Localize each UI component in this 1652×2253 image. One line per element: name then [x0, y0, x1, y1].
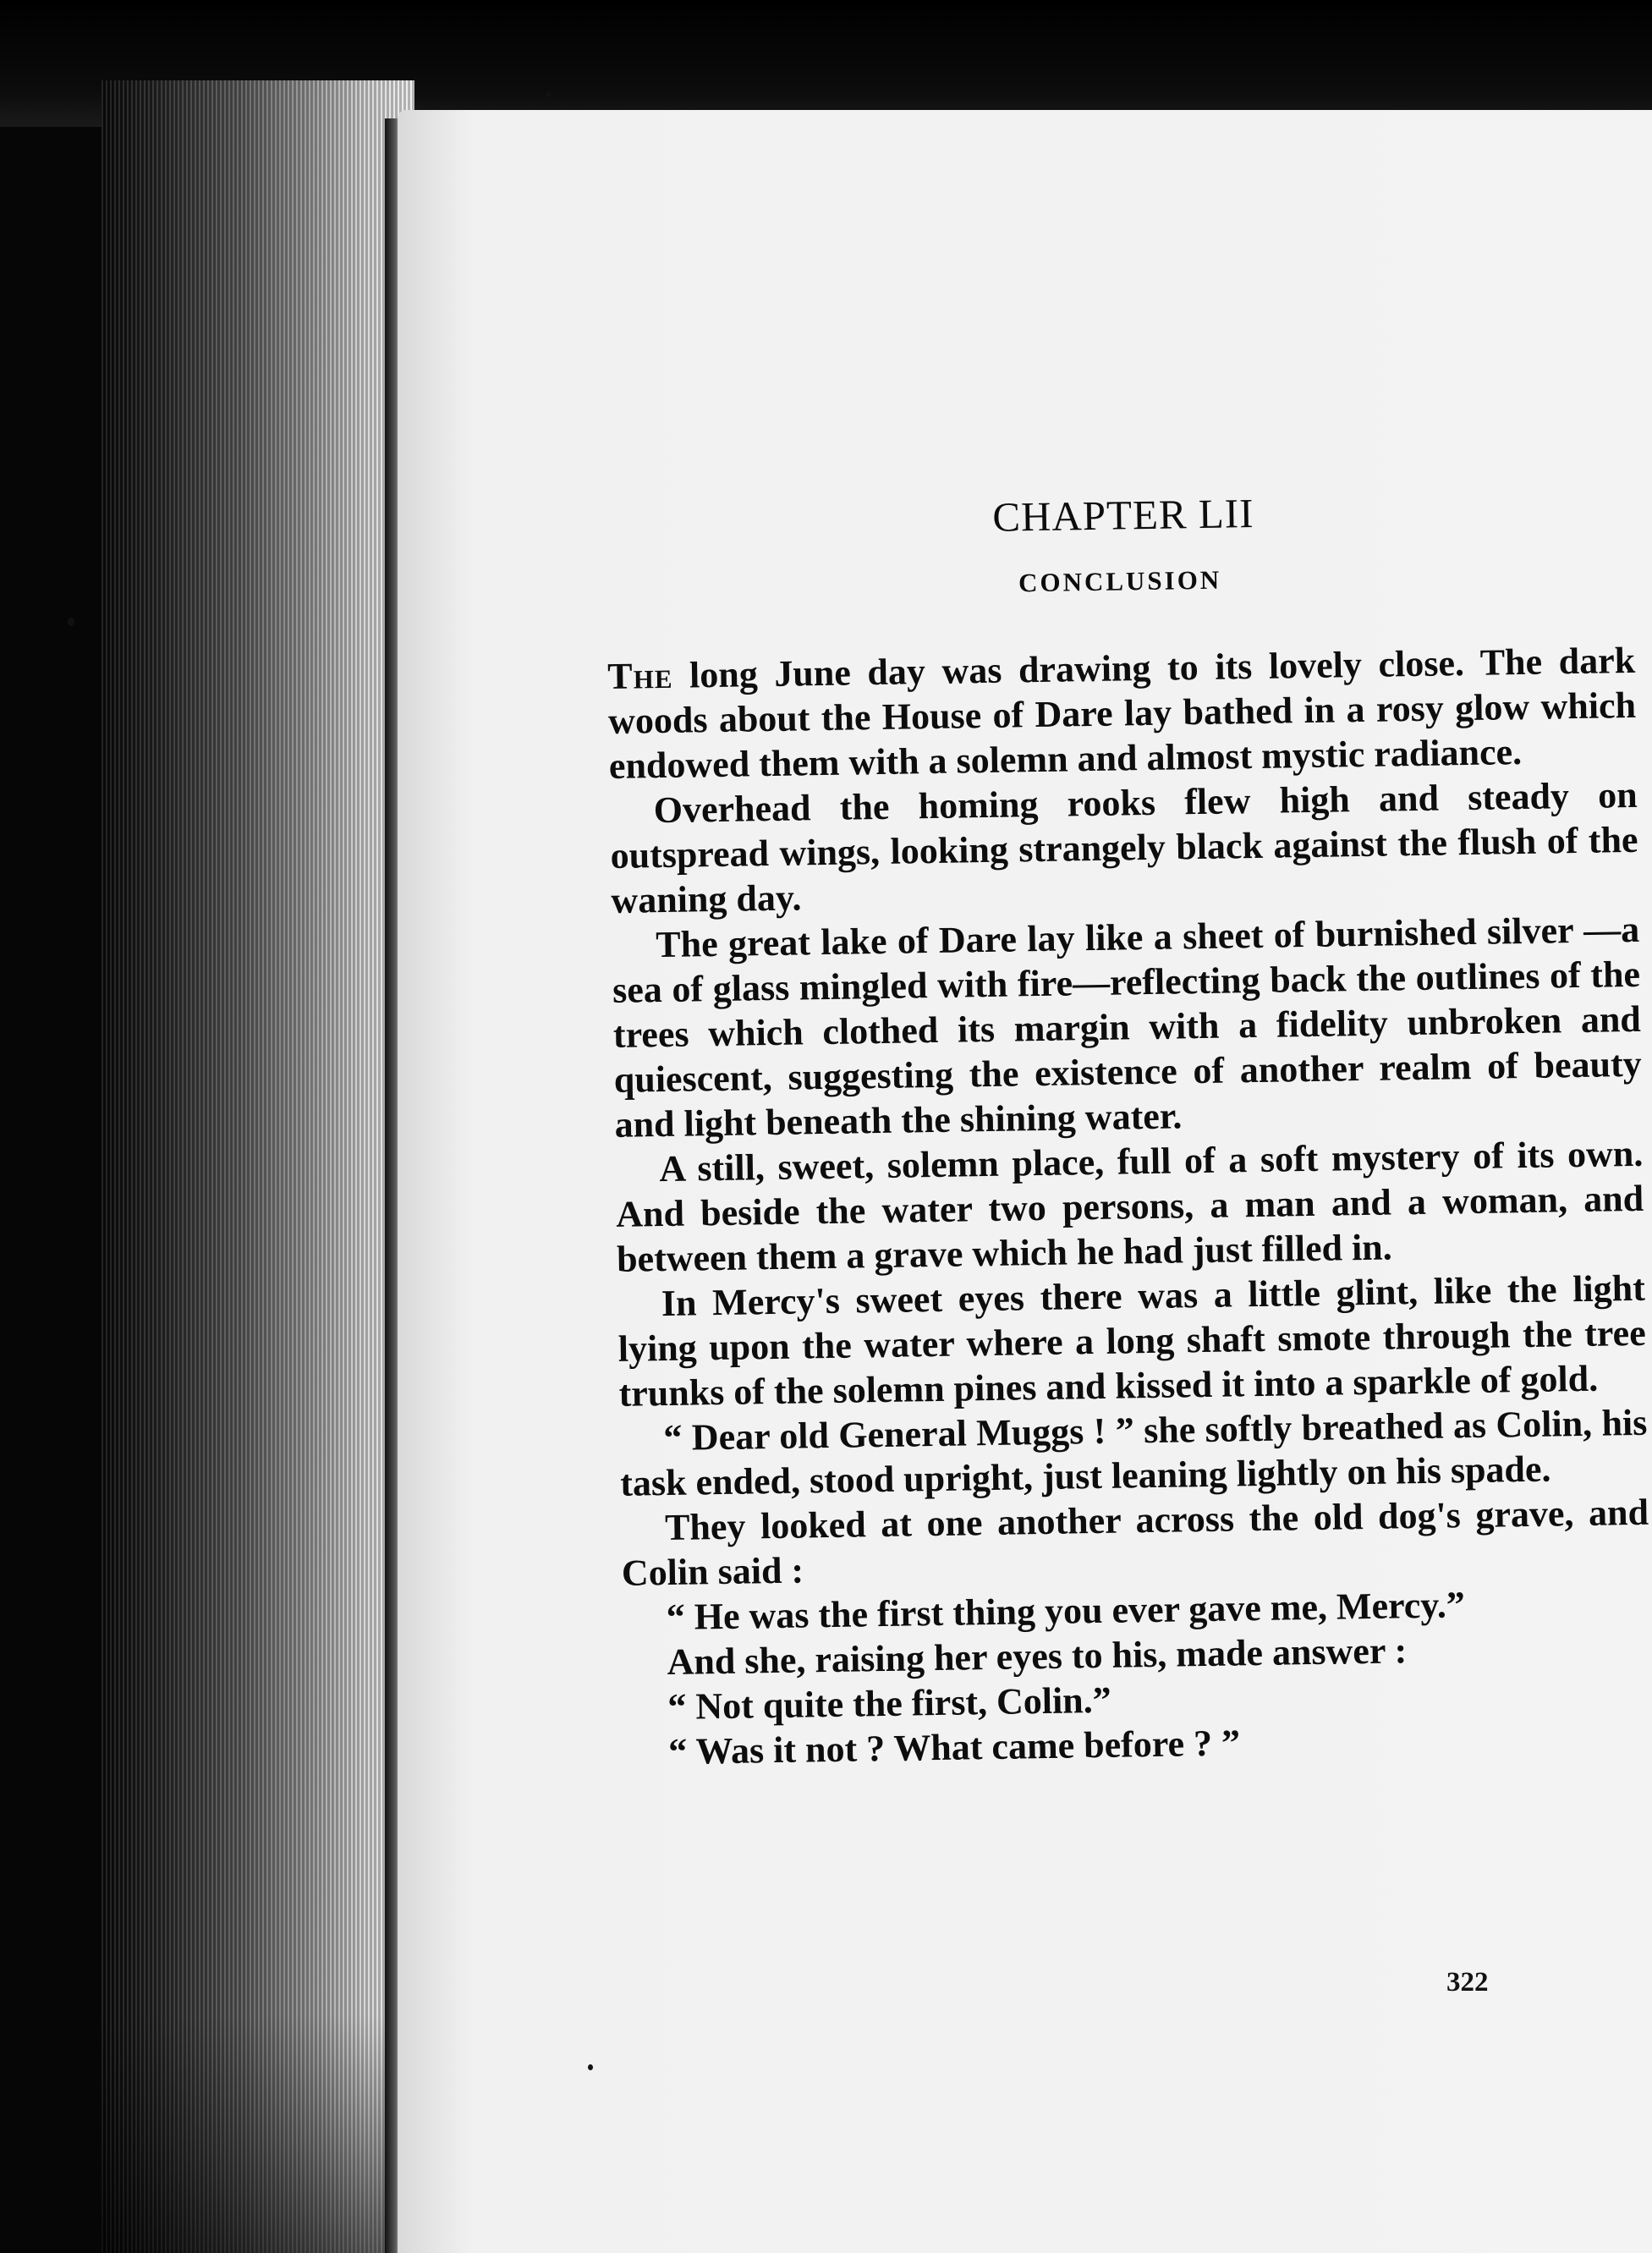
- dust-speck: [68, 618, 74, 626]
- page-text: [605, 483, 1652, 1775]
- paragraph: And she, raising her eyes to his, made answer :: [667, 1629, 1408, 1684]
- paragraph: “ He was the first thing you ever gave me, Mercy.”: [666, 1584, 1466, 1639]
- paragraph-text: long June day was drawing to its lovely close. The dark woods about the House of Dare lay bathed in a rosy glow which endowed them with a solemn and almost mystic radiance.: [607, 639, 1637, 787]
- paragraph: “ Not quite the first, Colin.”: [667, 1679, 1112, 1728]
- paragraph: “ Was it not ? What came before ? ”: [667, 1722, 1241, 1772]
- paragraph: “ Dear old General Muggs ! ” she softly breathed as Colin, his task ended, stood upright, just leaning lightly on his spade.: [619, 1401, 1648, 1504]
- drop-word: The: [606, 654, 673, 697]
- dust-speck: [588, 2064, 593, 2070]
- paragraph: They looked at one another across the old dog's grave, and Colin said :: [621, 1491, 1649, 1594]
- book-page-edges: [102, 80, 414, 2253]
- paragraph: Overhead the homing rooks flew high and steady on outspread wings, looking strangely black against the flush of the waning day.: [610, 773, 1638, 921]
- chapter-title: CHAPTER LII: [991, 489, 1254, 541]
- dust-speck: [546, 91, 552, 97]
- paragraph: A still, sweet, solemn place, full of a soft mystery of its own. And beside the water two persons, a man and a woman, and between them a grave which he had just filled in.: [615, 1132, 1644, 1280]
- paragraph: [607, 638, 1637, 789]
- page-number: 322: [1446, 1967, 1489, 1997]
- paragraph: In Mercy's sweet eyes there was a little glint, like the light lying upon the water where a long shaft smote through the tree trunks of the solemn pines and kissed it into a sparkle of gold.: [617, 1267, 1647, 1415]
- paragraph: The great lake of Dare lay like a sheet of burnished silver —a sea of glass mingled with fire—reflecting back the outlines of the trees which clothed its margin with a fidelity unbroken and quiescent, suggesting the existence of another realm of beauty and light beneath the shining water.: [612, 908, 1643, 1146]
- chapter-subtitle: CONCLUSION: [1018, 564, 1222, 598]
